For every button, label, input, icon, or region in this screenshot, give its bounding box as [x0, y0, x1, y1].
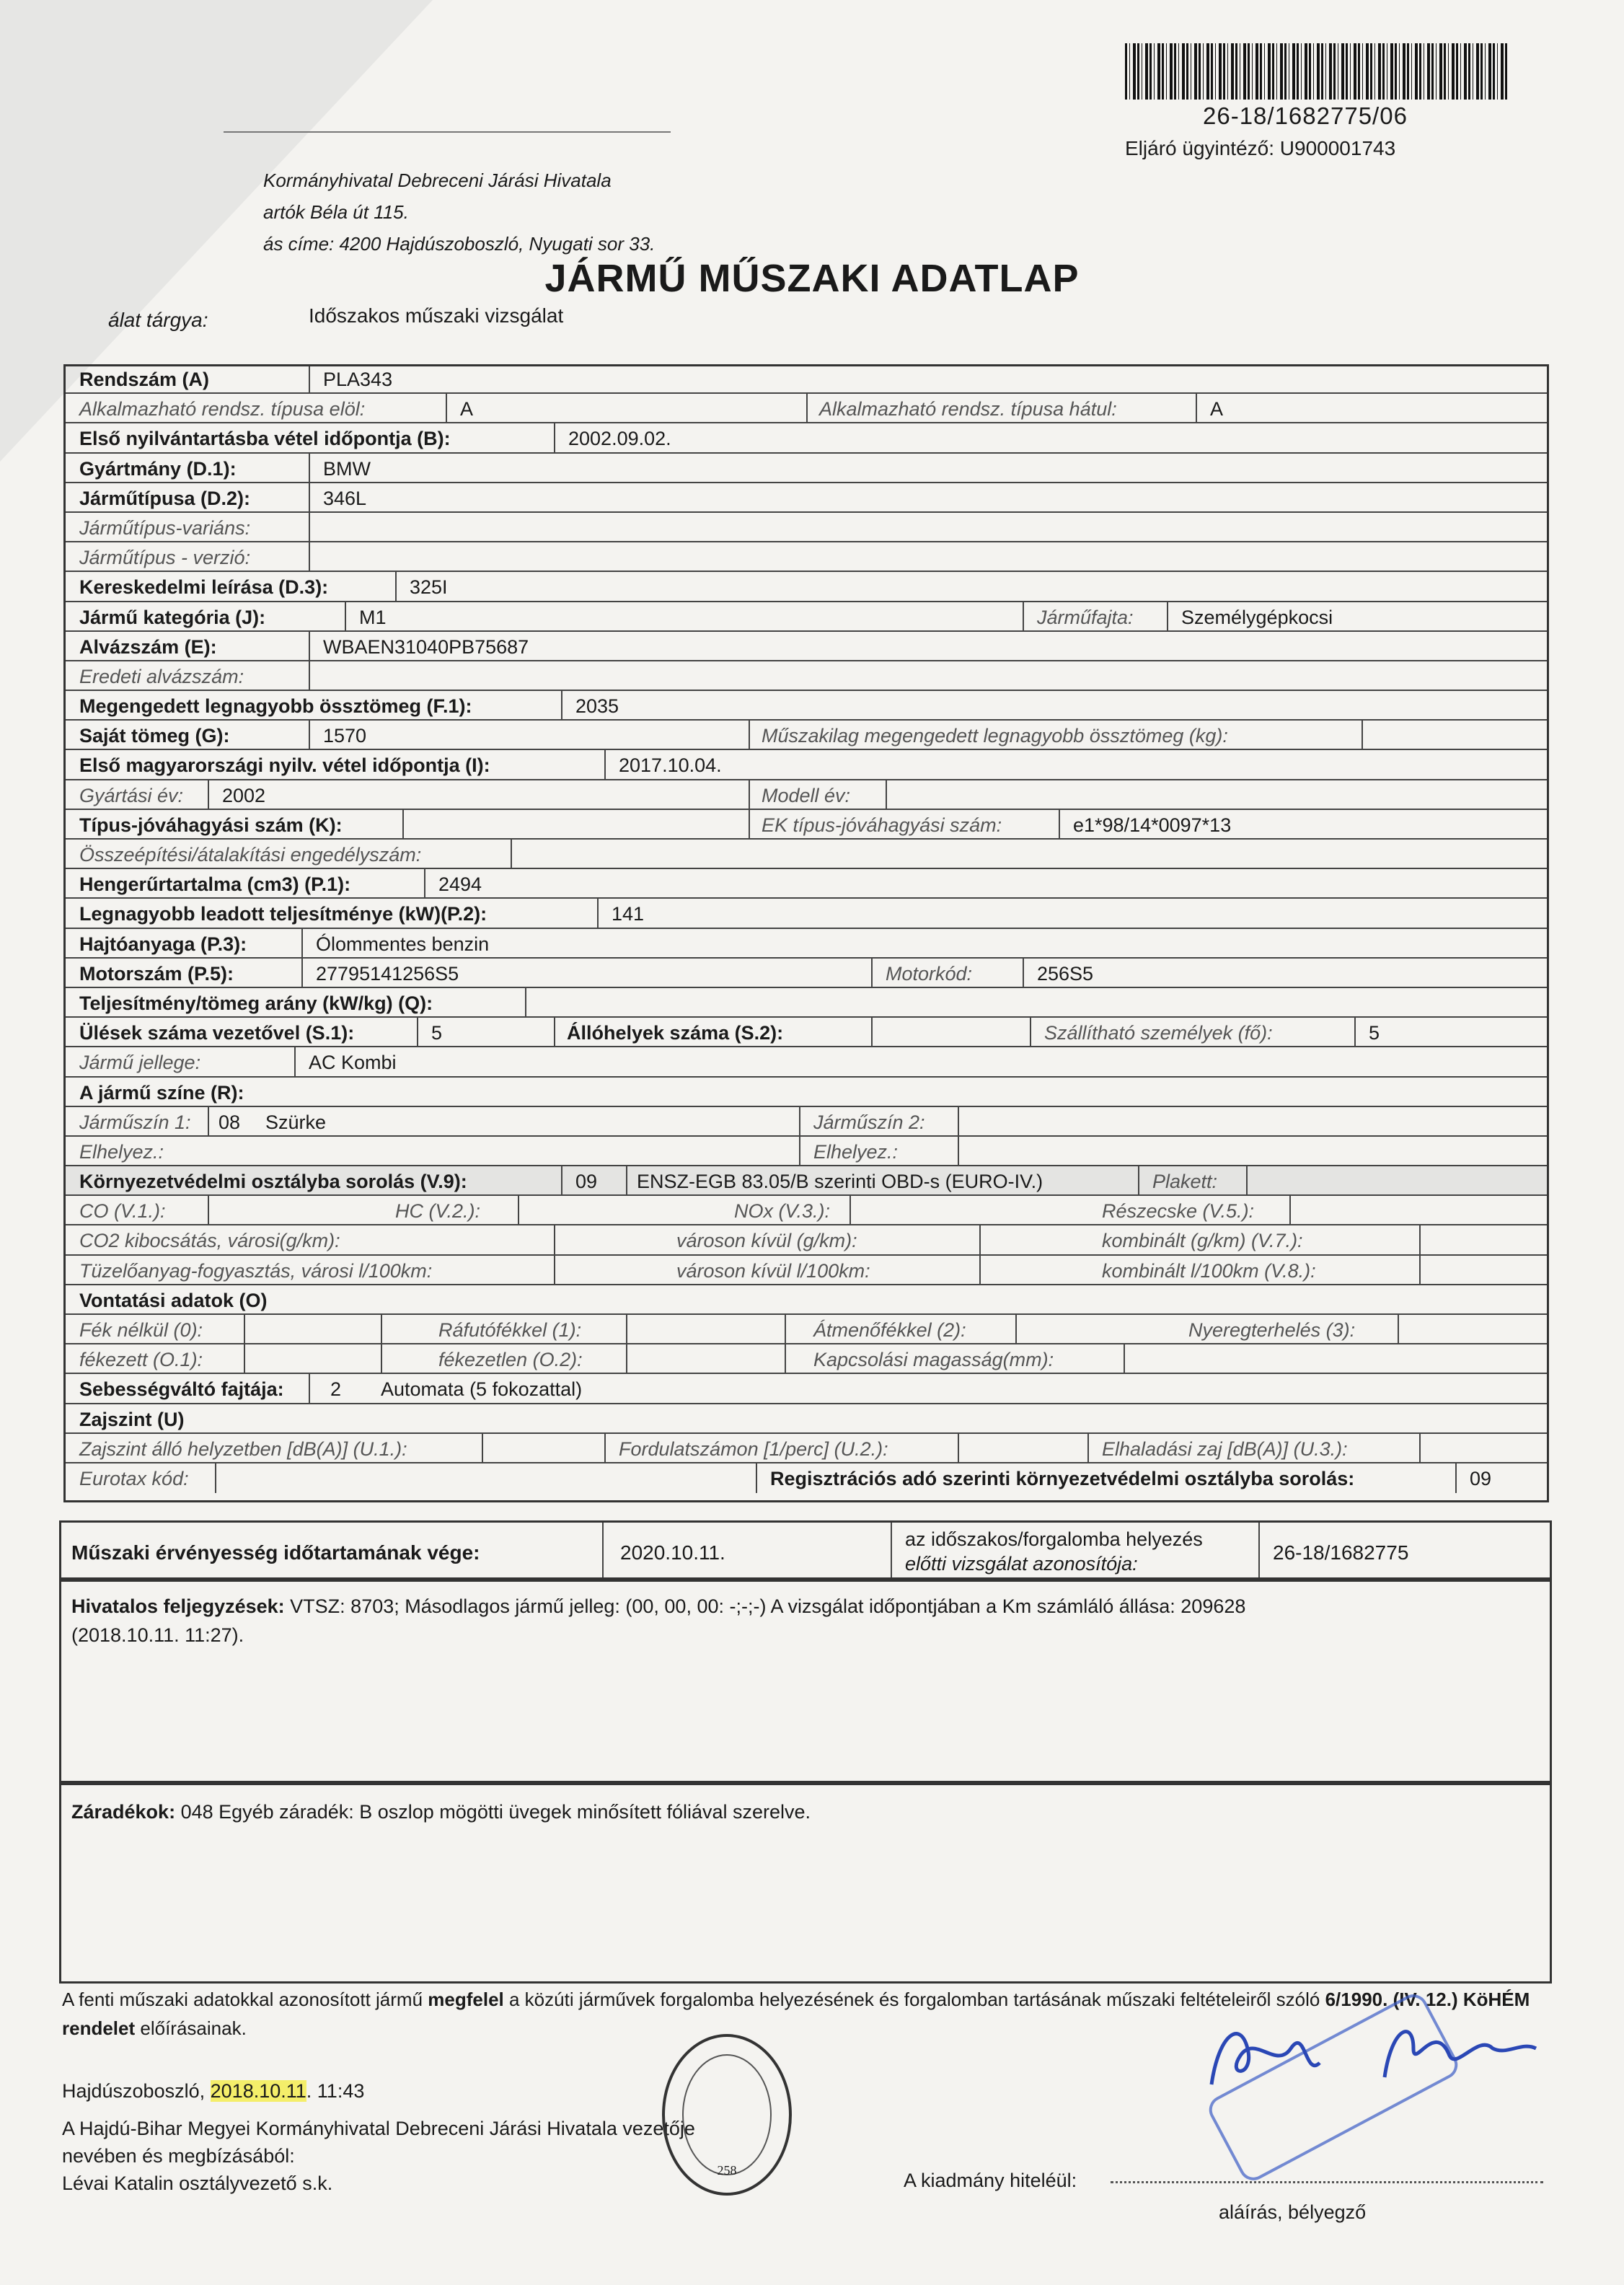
field-value: 2: [330, 1378, 342, 1401]
field-label: Saját tömeg (G):: [79, 725, 230, 747]
field-label: Zajszint álló helyzetben [dB(A)] (U.1.):: [79, 1438, 407, 1460]
handler: [1125, 137, 1395, 160]
field-label: Ülések száma vezetővel (S.1):: [79, 1022, 355, 1044]
field-label: Járműszín 1:: [79, 1111, 191, 1133]
field-label: Eredeti alvázszám:: [79, 665, 244, 687]
field-value: ENSZ-EGB 83.05/B szerinti OBD-s (EURO-IV.): [637, 1171, 1043, 1193]
vehicle-data-table: [63, 364, 1549, 1493]
field-value: 2002: [222, 784, 266, 806]
clauses-text: 048 Egyéb záradék: B oszlop mögötti üvegek minősített fóliával szerelve.: [180, 1801, 811, 1823]
field-value: 09: [575, 1171, 598, 1193]
field-value: A: [460, 398, 474, 421]
field-label: kombinált (g/km) (V.7.):: [1102, 1230, 1303, 1252]
field-label: Alvázszám (E):: [79, 635, 217, 658]
field-value: 1570: [323, 725, 367, 747]
remarks-text: (2018.10.11. 11:27).: [71, 1624, 244, 1646]
field-label: Elhaladási zaj [dB(A)] (U.3.):: [1102, 1438, 1348, 1460]
place-date: Hajdúszoboszló, 2018.10.11. 11:43: [62, 2080, 365, 2102]
field-value: 08: [219, 1111, 241, 1133]
field-label: Járműszín 2:: [813, 1111, 925, 1133]
field-label: Hajtóanyaga (P.3):: [79, 933, 247, 955]
field-value: Szürke: [265, 1111, 327, 1133]
field-label: CO2 kibocsátás, városi(g/km):: [79, 1230, 340, 1252]
issue-date: 2018.10.11: [210, 2080, 306, 2102]
field-label: Sebességváltó fajtája:: [79, 1378, 284, 1401]
field-label: Tüzelőanyag-fogyasztás, városi l/100km:: [79, 1259, 433, 1282]
field-label: Alkalmazható rendsz. típusa elöl:: [79, 398, 366, 421]
field-label: Rendszám (A): [79, 369, 210, 390]
field-label: Teljesítmény/tömeg arány (kW/kg) (Q):: [79, 992, 433, 1014]
field-value: BMW: [323, 457, 371, 480]
field-label: NOx (V.3.):: [734, 1200, 831, 1223]
official-seal: 258: [662, 2034, 792, 2196]
field-label: Megengedett legnagyobb össztömeg (F.1):: [79, 695, 472, 718]
field-value: 5: [1369, 1022, 1380, 1044]
field-label: Gyártmány (D.1):: [79, 457, 237, 480]
field-label: fékezetlen (O.2):: [438, 1349, 583, 1371]
field-value: AC Kombi: [309, 1052, 397, 1074]
field-value: PLA343: [323, 369, 393, 390]
field-label: Zajszint (U): [79, 1408, 185, 1430]
validity-label: Műszaki érvényesség időtartamának vége:: [71, 1541, 480, 1564]
field-value: 346L: [323, 487, 367, 509]
field-label: Járműtípusa (D.2):: [79, 487, 251, 509]
field-value: M1: [359, 606, 387, 628]
office-address: [263, 164, 655, 260]
subject-value: Időszakos műszaki vizsgálat: [309, 304, 564, 327]
field-label: Plakett:: [1152, 1171, 1218, 1193]
field-value: 2035: [575, 695, 619, 718]
field-value: Automata (5 fokozattal): [381, 1378, 583, 1401]
field-label: Regisztrációs adó szerinti környezetvédelmi osztályba sorolás:: [770, 1467, 1355, 1489]
inspection-id-label: az időszakos/forgalomba helyezés előtti vizsgálat azonosítója:: [905, 1528, 1203, 1575]
header-rule: [224, 131, 671, 133]
field-value: 2002.09.02.: [568, 428, 671, 450]
field-label: Motorkód:: [886, 962, 973, 985]
field-value: 2017.10.04.: [619, 754, 722, 777]
field-value: Ólommentes benzin: [316, 933, 490, 955]
field-label: Motorszám (P.5):: [79, 962, 234, 985]
validity-value: 2020.10.11.: [620, 1541, 725, 1564]
official-remarks: [59, 1580, 1552, 1783]
field-label: Legnagyobb leadott teljesítménye (kW)(P.2):: [79, 903, 487, 925]
field-label: Elhelyez.:: [79, 1140, 164, 1163]
office-line: ás címe: 4200 Hajdúszoboszló, Nyugati sor 33.: [263, 233, 656, 255]
field-value: 5: [431, 1022, 443, 1044]
field-label: Első magyarországi nyilv. vétel időpontja (I):: [79, 754, 490, 777]
authority-signature: A Hajdú-Bihar Megyei Kormányhivatal Debreceni Járási Hivatala vezetője nevében és megbízásából: Lévai Katalin osztályvezető s.k.: [62, 2118, 695, 2194]
field-label: Vontatási adatok (O): [79, 1289, 268, 1311]
field-label: Szállítható személyek (fő):: [1044, 1022, 1273, 1044]
field-label: városon kívül l/100km:: [676, 1259, 870, 1282]
field-label: kombinált l/100km (V.8.):: [1102, 1259, 1316, 1282]
field-value: WBAEN31040PB75687: [323, 635, 529, 658]
field-label: Első nyilvántartásba vétel időpontja (B):: [79, 428, 451, 450]
handwritten-signature: [1197, 2005, 1543, 2106]
field-value: e1*98/14*0097*13: [1073, 814, 1232, 836]
field-label: Nyeregterhelés (3):: [1188, 1319, 1356, 1341]
field-value: 141: [612, 903, 645, 925]
document-number: 26-18/1682775/06: [1203, 102, 1408, 129]
field-label: Járműtípus - verzió:: [79, 547, 251, 569]
field-label: Állóhelyek száma (S.2):: [567, 1022, 784, 1044]
field-label: Kapcsolási magasság(mm):: [813, 1349, 1054, 1371]
subject-label: álat tárgya:: [108, 309, 208, 331]
remarks-text: VTSZ: 8703; Másodlagos jármű jelleg: (00, 00, 00: -;-;-) A vizsgálat időpontjában a Km számláló állása: 209628: [290, 1595, 1246, 1617]
field-label: fékezett (O.1):: [79, 1349, 203, 1371]
field-label: Modell év:: [762, 784, 851, 806]
field-label: Hengerűrtartalma (cm3) (P.1):: [79, 873, 351, 896]
copy-certification: A kiadmány hiteléül:: [904, 2170, 1077, 2191]
office-line: Kormányhivatal Debreceni Járási Hivatala: [263, 169, 612, 191]
signature-caption: aláírás, bélyegző: [1219, 2201, 1367, 2223]
conformity-statement: A fenti műszaki adatokkal azonosított jármű megfelel a közúti járművek forgalomba helyezésének és forgalomban tartásának műszaki feltételeiről szóló 6/1990. (IV. 12.) KöHÉM rendelet előírásainak.: [62, 1989, 1530, 2039]
field-label: Környezetvédelmi osztályba sorolás (V.9):: [79, 1171, 467, 1193]
field-label: Ráfutófékkel (1):: [438, 1319, 582, 1341]
field-label: A jármű színe (R):: [79, 1081, 244, 1104]
field-value: 256S5: [1037, 962, 1094, 985]
office-line: artók Béla út 115.: [263, 201, 409, 223]
field-value: Személygépkocsi: [1181, 606, 1333, 628]
field-label: városon kívül (g/km):: [676, 1230, 857, 1252]
page-title: JÁRMŰ MŰSZAKI ADATLAP: [544, 257, 1080, 300]
field-label: Gyártási év:: [79, 784, 184, 806]
field-label: Kereskedelmi leírása (D.3):: [79, 576, 329, 599]
field-label: Részecske (V.5.):: [1102, 1200, 1255, 1223]
field-label: Járműtípus-variáns:: [79, 516, 251, 539]
field-label: Típus-jóváhagyási szám (K):: [79, 814, 343, 836]
field-label: Járműfajta:: [1037, 606, 1134, 628]
validity-box: [59, 1520, 1552, 1580]
field-label: Alkalmazható rendsz. típusa hátul:: [819, 398, 1117, 421]
signature-line: [1111, 2181, 1543, 2183]
field-label: CO (V.1.):: [79, 1200, 166, 1223]
field-value: 09: [1470, 1467, 1492, 1489]
field-label: Elhelyez.:: [813, 1140, 899, 1163]
barcode: [1125, 43, 1507, 100]
field-value: 2494: [438, 873, 482, 896]
field-label: Műszakilag megengedett legnagyobb össztömeg (kg):: [762, 725, 1228, 747]
field-label: Átmenőfékkel (2):: [813, 1319, 966, 1341]
handler-label: Eljáró ügyintéző:: [1125, 137, 1275, 159]
remarks-label: Hivatalos feljegyzések:: [71, 1595, 285, 1617]
field-label: Jármű jellege:: [79, 1052, 201, 1074]
field-label: EK típus-jóváhagyási szám:: [762, 814, 1002, 836]
field-label: Fék nélkül (0):: [79, 1319, 203, 1341]
field-label: Eurotax kód:: [79, 1467, 189, 1489]
field-value: 27795141256S5: [316, 962, 459, 985]
clauses-label: Záradékok:: [71, 1801, 176, 1823]
field-label: HC (V.2.):: [395, 1200, 481, 1223]
field-value: 325I: [410, 576, 448, 599]
inspection-id-value: 26-18/1682775: [1273, 1541, 1409, 1564]
field-label: Jármű kategória (J):: [79, 606, 266, 628]
field-value: A: [1210, 398, 1224, 421]
clauses: [59, 1783, 1552, 1984]
handler-value: U900001743: [1279, 137, 1396, 159]
field-label: Fordulatszámon [1/perc] (U.2.):: [619, 1438, 888, 1460]
field-label: Összeépítési/átalakítási engedélyszám:: [79, 844, 422, 866]
